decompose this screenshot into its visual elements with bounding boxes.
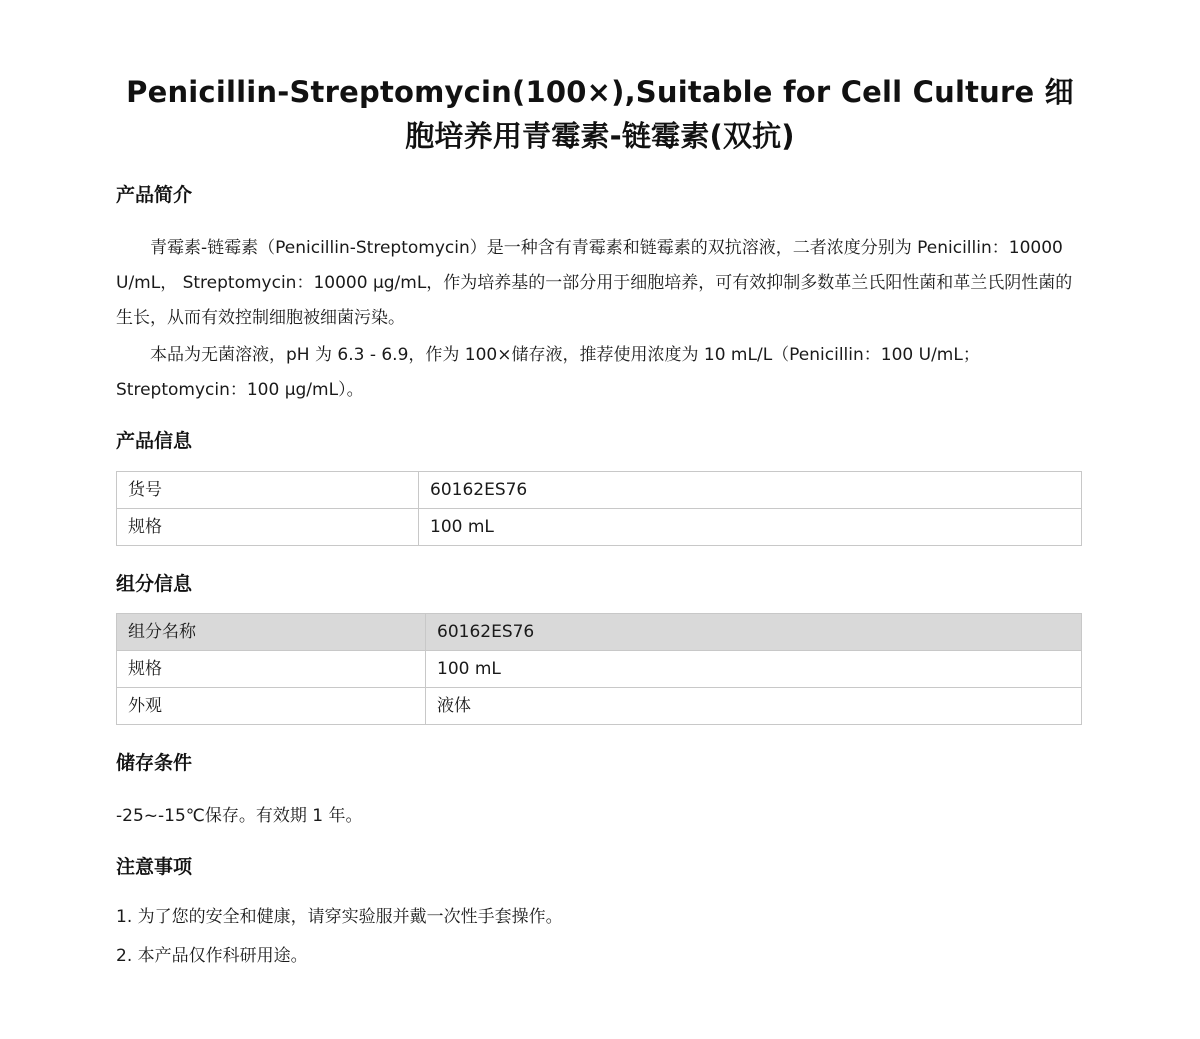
note-item-2: 2. 本产品仅作科研用途。	[116, 946, 308, 966]
intro-heading: 产品简介	[116, 184, 193, 206]
page-title: Penicillin-Streptomycin(100×),Suitable for Cell Culture 细胞培养用青霉素-链霉素(双抗)	[126, 75, 1074, 153]
component-info-table	[116, 613, 1082, 725]
product-info-heading: 产品信息	[116, 430, 193, 452]
table-cell: 100 mL	[426, 651, 1082, 688]
note-item-1: 1. 为了您的安全和健康，请穿实验服并戴一次性手套操作。	[116, 907, 563, 927]
table-cell: 液体	[426, 688, 1082, 725]
intro-paragraph-2: 本品为无菌溶液，pH 为 6.3 - 6.9，作为 100×储存液，推荐使用浓度为 10 mL/L（Penicillin：100 U/mL；Streptomycin：100 μg/mL）。	[116, 345, 980, 400]
table-row	[117, 651, 1082, 688]
table-cell: 规格	[117, 509, 419, 546]
table-cell: 60162ES76	[419, 472, 1082, 509]
product-info-table	[116, 471, 1082, 546]
component-info-heading: 组分信息	[116, 573, 193, 595]
table-row	[117, 688, 1082, 725]
notes-heading: 注意事项	[116, 856, 193, 878]
table-header-cell: 组分名称	[117, 614, 426, 651]
intro-paragraph-1: 青霉素-链霉素（Penicillin-Streptomycin）是一种含有青霉素和链霉素的双抗溶液，二者浓度分别为 Penicillin：10000 U/mL， Streptomycin：10000 μg/mL，作为培养基的一部分用于细胞培养，可有效抑制多数革兰氏阳性菌和革兰氏阴性菌的生长，从而有效控制细胞被细菌污染。	[116, 238, 1073, 328]
table-header-row	[117, 614, 1082, 651]
table-row	[117, 472, 1082, 509]
table-cell: 规格	[117, 651, 426, 688]
table-cell: 外观	[117, 688, 426, 725]
table-cell: 货号	[117, 472, 419, 509]
table-row	[117, 509, 1082, 546]
table-cell: 100 mL	[419, 509, 1082, 546]
storage-heading: 储存条件	[116, 752, 193, 774]
document-page	[116, 0, 1084, 969]
table-header-cell: 60162ES76	[426, 614, 1082, 651]
storage-text: -25~-15℃保存。有效期 1 年。	[116, 806, 363, 826]
